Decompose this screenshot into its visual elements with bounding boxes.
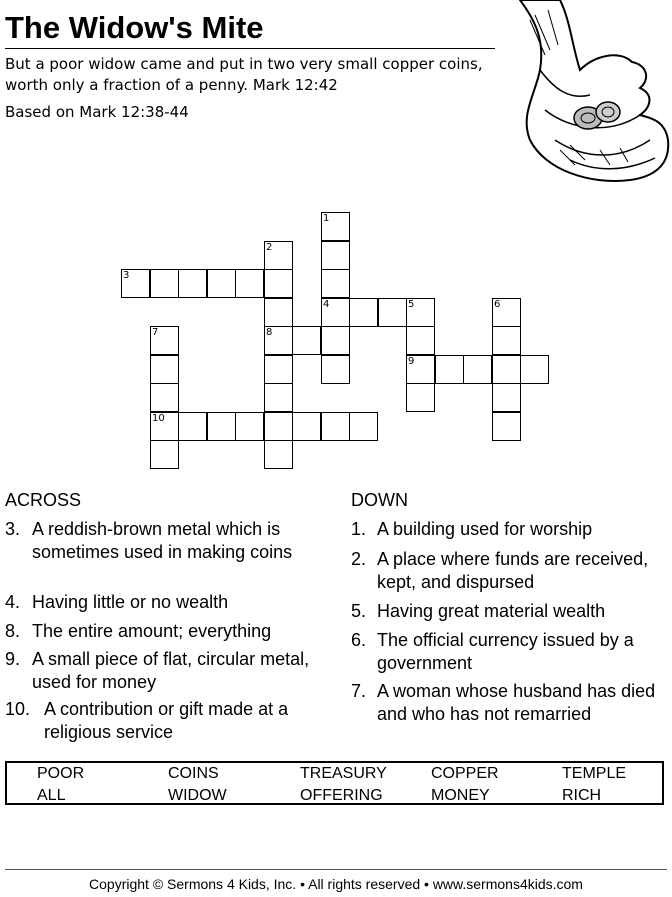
crossword-cell[interactable]	[264, 440, 293, 469]
clue-number: 10.	[5, 699, 31, 719]
clue-number: 7	[152, 327, 159, 338]
hand-holding-coins-icon	[500, 0, 672, 190]
clue-item	[5, 518, 320, 588]
crossword-cell[interactable]	[235, 269, 264, 298]
word-bank-item: TEMPLE	[562, 765, 627, 782]
crossword-cell[interactable]	[492, 383, 521, 412]
across-heading: ACROSS	[5, 490, 82, 510]
word-bank-item: MONEY	[431, 787, 490, 804]
crossword-cell[interactable]	[264, 326, 293, 355]
title-divider	[5, 48, 495, 49]
crossword-cell[interactable]	[150, 412, 179, 441]
word-bank-item: RICH	[562, 787, 602, 804]
clue-number: 4.	[5, 592, 21, 612]
clue-number: 8.	[5, 621, 21, 641]
crossword-cell[interactable]	[378, 298, 407, 327]
clue-item	[351, 680, 671, 750]
crossword-cell[interactable]	[321, 212, 350, 241]
word-bank-item: WIDOW	[168, 787, 227, 804]
word-bank-item: COINS	[168, 765, 219, 782]
clue-text: A small piece of flat, circular metal, used for money	[32, 649, 310, 692]
crossword-cell[interactable]	[321, 241, 350, 270]
crossword-cell[interactable]	[492, 326, 521, 355]
crossword-cell[interactable]	[292, 412, 321, 441]
crossword-cell[interactable]	[150, 326, 179, 355]
clue-text: A place where funds are received, kept, and dispursed	[377, 549, 649, 592]
crossword-cell[interactable]	[150, 269, 179, 298]
crossword-cell[interactable]	[406, 355, 435, 384]
crossword-cell[interactable]	[321, 326, 350, 355]
bible-verse: But a poor widow came and put in two very small copper coins, worth only a fraction of a penny. Mark 12:42	[5, 55, 483, 94]
crossword-cell[interactable]	[435, 355, 464, 384]
clue-text: A reddish-brown metal which is sometimes used in making coins	[32, 519, 293, 562]
clue-number: 9.	[5, 649, 21, 669]
crossword-cell[interactable]	[150, 383, 179, 412]
clue-number: 4	[323, 299, 330, 310]
crossword-cell[interactable]	[264, 241, 293, 270]
crossword-cell[interactable]	[178, 412, 207, 441]
clue-number: 10	[152, 413, 165, 424]
crossword-cell[interactable]	[321, 298, 350, 327]
crossword-cell[interactable]	[520, 355, 549, 384]
clue-number: 3.	[5, 519, 21, 539]
word-bank	[5, 761, 664, 805]
crossword-cell[interactable]	[264, 412, 293, 441]
clue-item	[5, 698, 320, 768]
word-bank-item: COPPER	[431, 765, 499, 782]
crossword-cell[interactable]	[292, 326, 321, 355]
word-bank-item: OFFERING	[300, 787, 383, 804]
crossword-cell[interactable]	[264, 298, 293, 327]
crossword-cell[interactable]	[349, 298, 378, 327]
clue-text: A contribution or gift made at a religious service	[44, 699, 289, 742]
word-bank-item: ALL	[37, 787, 66, 804]
crossword-cell[interactable]	[321, 269, 350, 298]
page-title: The Widow's Mite	[5, 10, 264, 45]
clue-text: The entire amount; everything	[32, 621, 272, 641]
crossword-cell[interactable]	[207, 269, 236, 298]
clue-number: 3	[123, 270, 130, 281]
clue-number: 2.	[351, 549, 367, 569]
clue-number: 6.	[351, 630, 367, 650]
clue-number: 7.	[351, 681, 367, 701]
clue-text: A woman whose husband has died and who has not remarried	[377, 681, 656, 724]
clue-number: 1.	[351, 519, 367, 539]
crossword-cell[interactable]	[492, 355, 521, 384]
crossword-cell[interactable]	[207, 412, 236, 441]
scripture-reference: Based on Mark 12:38-44	[5, 103, 189, 121]
crossword-cell[interactable]	[492, 298, 521, 327]
copyright: Copyright © Sermons 4 Kids, Inc. • All rights reserved • www.sermons4kids.com	[89, 876, 583, 892]
crossword-cell[interactable]	[492, 412, 521, 441]
crossword-cell[interactable]	[178, 269, 207, 298]
clue-text: Having little or no wealth	[32, 592, 229, 612]
crossword-cell[interactable]	[264, 383, 293, 412]
crossword-cell[interactable]	[321, 412, 350, 441]
clue-text: The official currency issued by a government	[377, 630, 634, 673]
clue-number: 8	[266, 327, 273, 338]
word-bank-item: POOR	[37, 765, 85, 782]
footer-divider	[5, 869, 667, 870]
crossword-cell[interactable]	[321, 355, 350, 384]
crossword-cell[interactable]	[264, 269, 293, 298]
clue-text: Having great material wealth	[377, 601, 606, 621]
crossword-cell[interactable]	[150, 355, 179, 384]
clue-number: 6	[494, 299, 501, 310]
clue-number: 9	[408, 356, 415, 367]
crossword-cell[interactable]	[406, 326, 435, 355]
crossword-cell[interactable]	[264, 355, 293, 384]
word-bank-item: TREASURY	[300, 765, 387, 782]
crossword-cell[interactable]	[121, 269, 150, 298]
crossword-cell[interactable]	[406, 383, 435, 412]
crossword-cell[interactable]	[150, 440, 179, 469]
crossword-cell[interactable]	[349, 412, 378, 441]
down-heading: DOWN	[351, 490, 408, 510]
clue-number: 1	[323, 213, 330, 224]
crossword-cell[interactable]	[406, 298, 435, 327]
clue-text: A building used for worship	[377, 519, 593, 539]
clue-number: 2	[266, 242, 273, 253]
crossword-cell[interactable]	[235, 412, 264, 441]
crossword-cell[interactable]	[463, 355, 492, 384]
clue-number: 5.	[351, 601, 367, 621]
clue-number: 5	[408, 299, 415, 310]
